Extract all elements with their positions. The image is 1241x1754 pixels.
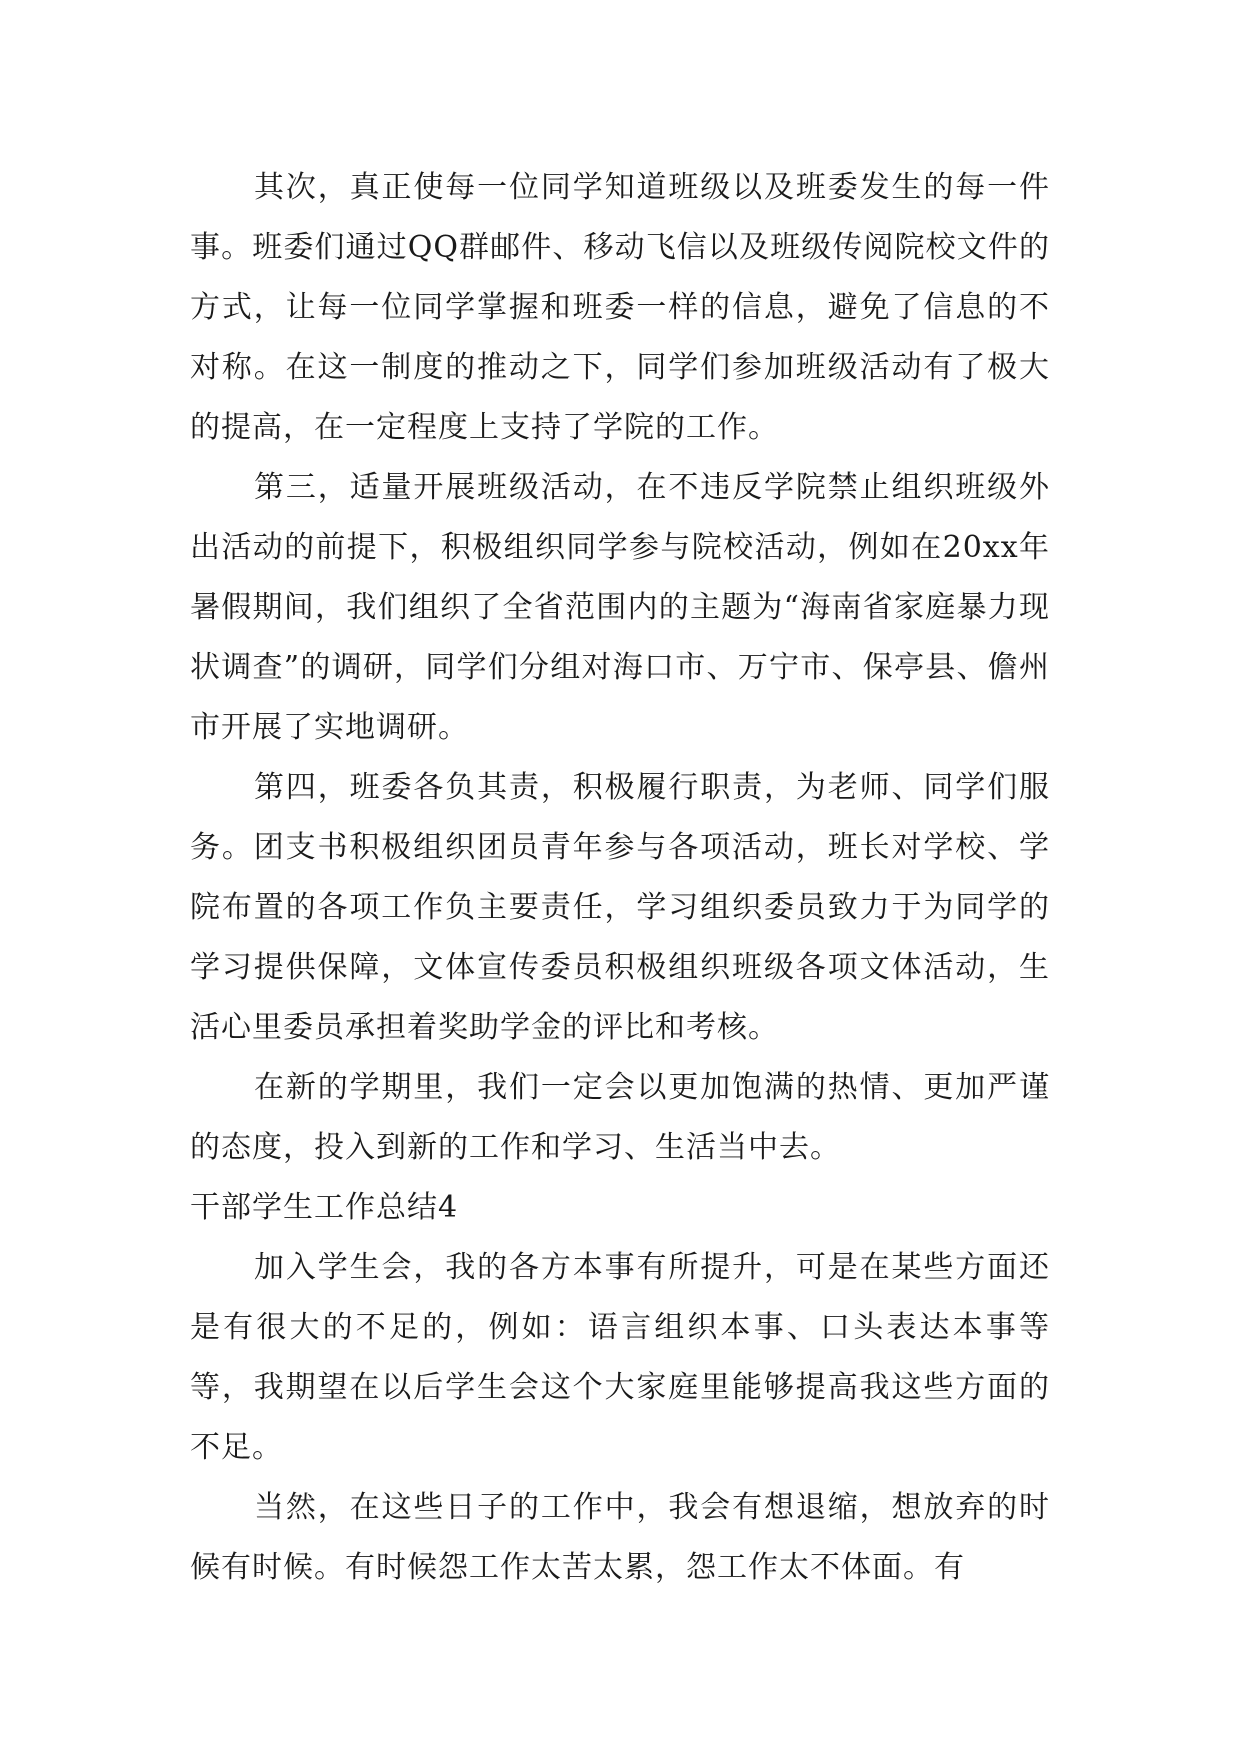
paragraph-committee-duties: 第四，班委各负其责，积极履行职责，为老师、同学们服务。团支书积极组织团员青年参与各项活动，班长对学校、学院布置的各项工作负主要责任，学习组织委员致力于为同学的学习提供保障，文体宣传委员积极组织班级各项文体活动，生活心里委员承担着奖助学金的评比和考核。 <box>190 770 1050 1045</box>
paragraph-new-semester: 在新的学期里，我们一定会以更加饱满的热情、更加严谨的态度，投入到新的工作和学习、生活当中去。 <box>190 1070 1050 1165</box>
document-body <box>190 158 1050 1598</box>
paragraph-class-info-sharing: 其次，真正使每一位同学知道班级以及班委发生的每一件事。班委们通过QQ群邮件、移动飞信以及班级传阅院校文件的方式，让每一位同学掌握和班委一样的信息，避免了信息的不对称。在这一制度的推动之下，同学们参加班级活动有了极大的提高，在一定程度上支持了学院的工作。 <box>190 170 1050 445</box>
paragraph-hard-times: 当然，在这些日子的工作中，我会有想退缩，想放弃的时候有时候。有时候怨工作太苦太累，怨工作太不体面。有 <box>190 1490 1050 1585</box>
section-heading: 干部学生工作总结4 <box>190 1190 459 1225</box>
paragraph-class-activities: 第三，适量开展班级活动，在不违反学院禁止组织班级外出活动的前提下，积极组织同学参与院校活动，例如在20xx年暑假期间，我们组织了全省范围内的主题为“海南省家庭暴力现状调查”的调研，同学们分组对海口市、万宁市、保亭县、儋州市开展了实地调研。 <box>190 470 1050 745</box>
paragraph-student-union: 加入学生会，我的各方本事有所提升，可是在某些方面还是有很大的不足的，例如：语言组织本事、口头表达本事等等，我期望在以后学生会这个大家庭里能够提高我这些方面的不足。 <box>190 1250 1050 1465</box>
